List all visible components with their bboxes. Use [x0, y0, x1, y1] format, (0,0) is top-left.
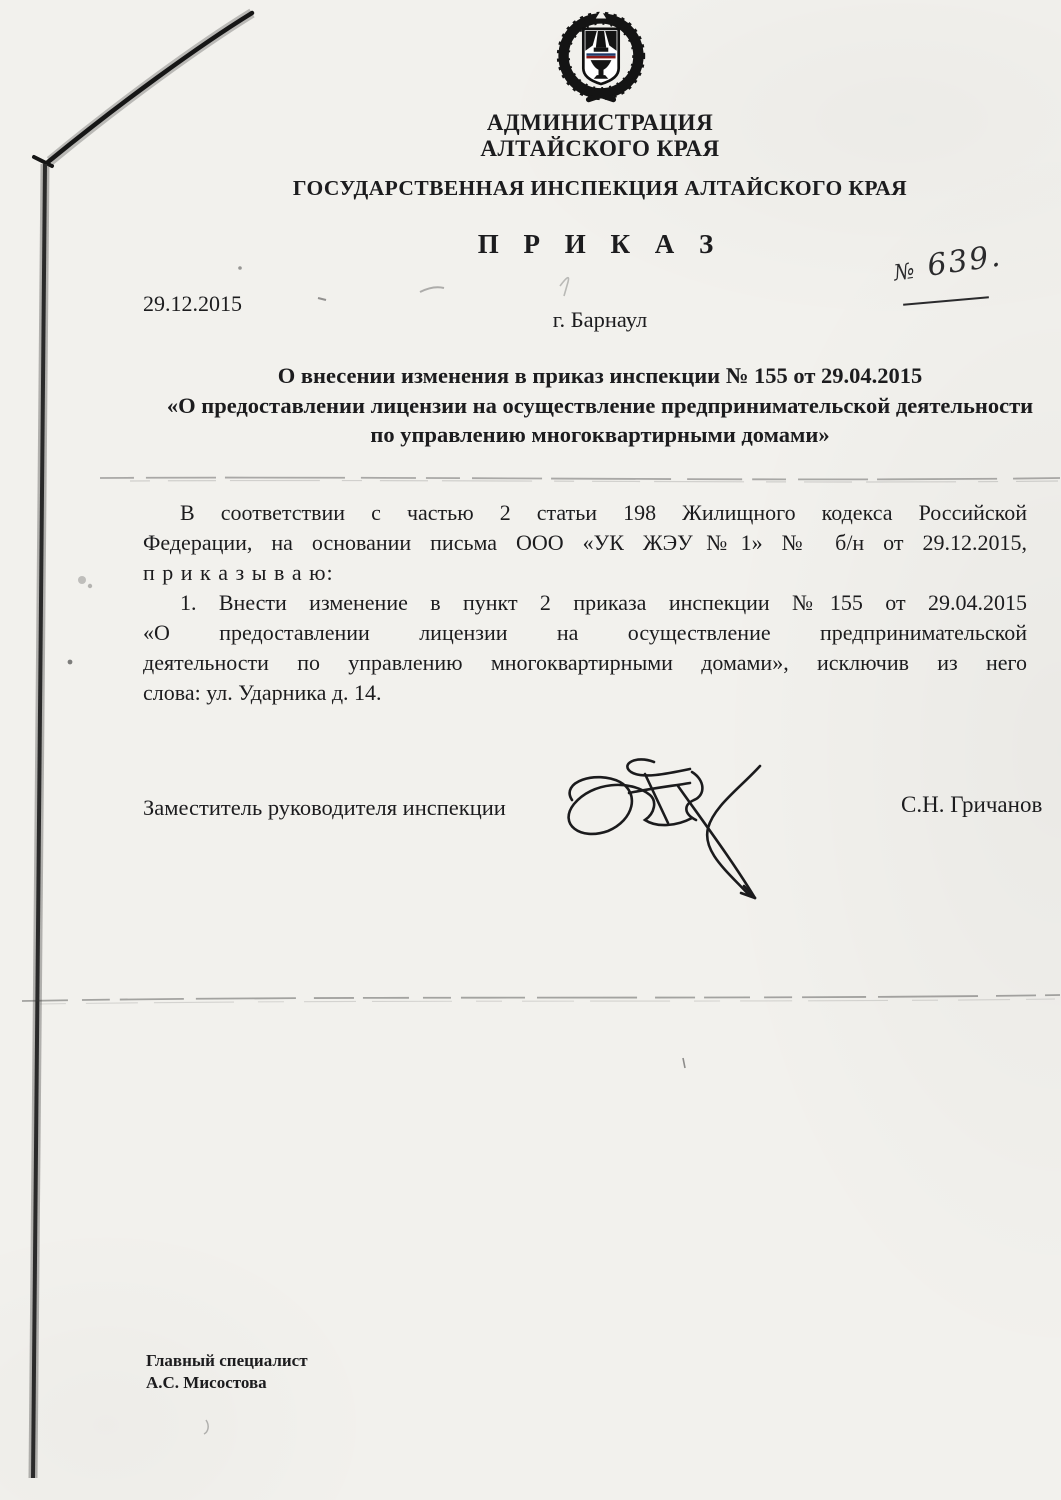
body-line: «О предоставлении лицензии на осуществление предпринимательской: [143, 620, 1027, 645]
doc-title-line: О внесении изменения в приказ инспекции № 155 от 29.04.2015: [277, 363, 923, 388]
org-name-line2: АЛТАЙСКОГО КРАЯ: [480, 136, 720, 161]
signature-icon: [545, 738, 780, 913]
inspection-name: ГОСУДАРСТВЕННАЯ ИНСПЕКЦИЯ АЛТАЙСКОГО КРАЯ: [292, 176, 908, 200]
signer-position: Заместитель руководителя инспекции: [143, 795, 506, 820]
org-name-line1: АДМИНИСТРАЦИЯ: [486, 110, 714, 135]
body-line: 1. Внести изменение в пункт 2 приказа инспекции №155 от 29.04.2015: [180, 590, 1027, 615]
doc-city: г. Барнаул: [552, 307, 648, 332]
doc-number-value: 639.: [925, 238, 1005, 284]
doc-footer: [146, 1350, 308, 1394]
body-line: деятельности по управлению многоквартирными домами», исключив из него: [143, 650, 1027, 675]
footer-line2: А.С. Мисостова: [146, 1373, 267, 1392]
doc-title: [140, 361, 1060, 450]
doc-body: [143, 498, 1027, 708]
body-line: Федерации, на основании письма ООО «УК ЖЭУ№1» № б/н от 29.12.2015,: [143, 530, 1027, 555]
coat-of-arms-icon: [549, 8, 653, 108]
doc-number-sign: №: [892, 258, 919, 287]
signer-name: С.Н. Гричанов: [901, 792, 1043, 817]
body-line: В соответствии с частью 2 статьи 198 Жилищного кодекса Российской: [180, 500, 1027, 525]
doc-date: 29.12.2015: [143, 291, 242, 316]
footer-line1: Главный специалист: [146, 1351, 308, 1370]
body-line-directive: п р и к а з ы в а ю:: [143, 560, 334, 585]
doc-title-line: по управлению многоквартирными домами»: [370, 422, 830, 447]
doc-title-line: «О предоставлении лицензии на осуществление предпринимательской деятельности: [166, 392, 1034, 418]
body-line: слова: ул. Ударника д. 14.: [143, 680, 382, 705]
doc-type-title: П Р И К А З: [477, 229, 723, 259]
